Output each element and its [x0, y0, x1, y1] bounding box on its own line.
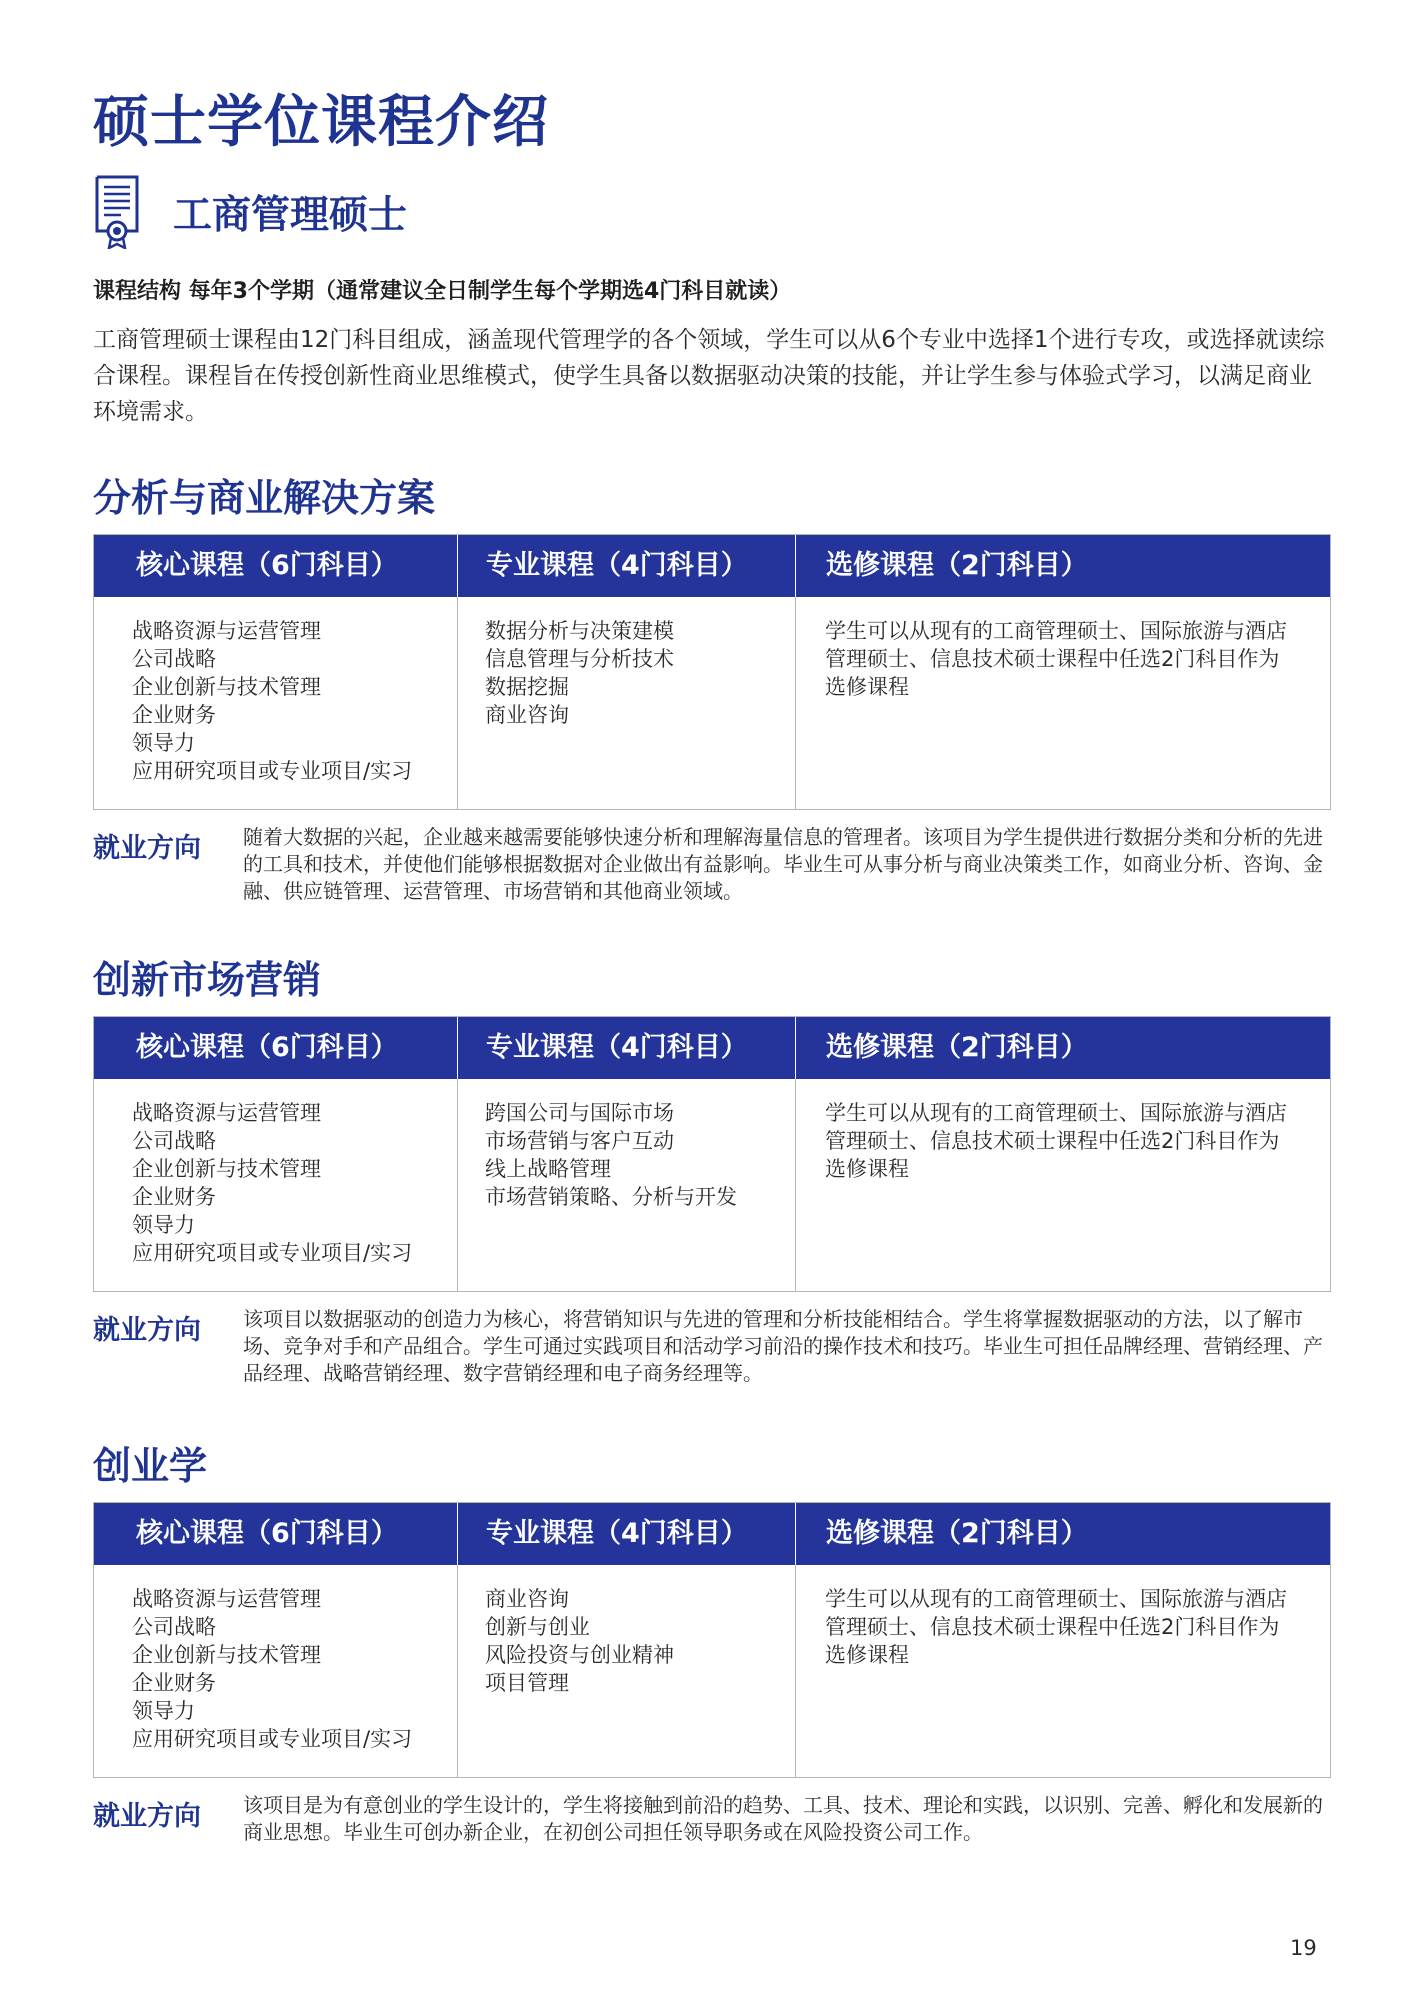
course-table — [93, 1016, 1331, 1292]
header-core: 核心课程（6门科目） — [136, 550, 398, 581]
header-specialist: 专业课程（4门科目） — [486, 550, 748, 581]
core-course-list — [132, 617, 412, 785]
specialist-course-list — [485, 1585, 674, 1697]
list-item: 战略资源与运营管理 — [132, 1587, 321, 1611]
header-specialist: 专业课程（4门科目） — [486, 1518, 748, 1549]
list-item: 市场营销与客户互动 — [485, 1129, 674, 1153]
list-item: 战略资源与运营管理 — [132, 1101, 321, 1125]
degree-heading — [93, 172, 407, 252]
header-divider — [457, 535, 458, 597]
list-item: 创新与创业 — [485, 1615, 590, 1639]
page-title: 硕士学位课程介绍 — [93, 90, 549, 155]
header-divider — [457, 1017, 458, 1079]
list-item: 公司战略 — [132, 1615, 216, 1639]
degree-title: 工商管理硕士 — [173, 193, 408, 238]
career-text: 随着大数据的兴起，企业越来越需要能够快速分析和理解海量信息的管理者。该项目为学生提供进行数据分类和分析的先进的工具和技术，并使他们能够根据数据对企业做出有益影响。毕业生可从事分析与商业决策类工作，如商业分析、咨询、金融、供应链管理、运营管理、市场营销和其他商业领域。 — [243, 825, 1323, 903]
list-item: 公司战略 — [132, 647, 216, 671]
core-course-list — [132, 1585, 412, 1753]
career-label: 就业方向 — [93, 1801, 201, 1832]
list-item: 线上战略管理 — [485, 1157, 611, 1181]
list-item: 应用研究项目或专业项目/实习 — [132, 759, 413, 783]
list-item: 商业咨询 — [485, 703, 569, 727]
page-number: 19 — [1290, 1936, 1317, 1960]
course-table — [93, 534, 1331, 810]
specialist-course-list — [485, 1099, 737, 1211]
elective-text: 学生可以从现有的工商管理硕士、国际旅游与酒店管理硕士、信息技术硕士课程中任选2门科目作为选修课程 — [825, 1587, 1287, 1667]
list-item: 商业咨询 — [485, 1587, 569, 1611]
course-table — [93, 1502, 1331, 1778]
header-divider — [795, 1017, 796, 1079]
career-text: 该项目以数据驱动的创造力为核心，将营销知识与先进的管理和分析技能相结合。学生将掌握数据驱动的方法，以了解市场、竞争对手和产品组合。学生可通过实践项目和活动学习前沿的操作技术和技巧。毕业生可担任品牌经理、营销经理、产品经理、战略营销经理、数字营销经理和电子商务经理等。 — [243, 1307, 1323, 1385]
list-item: 数据分析与决策建模 — [485, 619, 674, 643]
career-label: 就业方向 — [93, 833, 201, 864]
table-header — [94, 1503, 1330, 1565]
list-item: 公司战略 — [132, 1129, 216, 1153]
header-divider — [457, 1503, 458, 1565]
list-item: 信息管理与分析技术 — [485, 647, 674, 671]
list-item: 应用研究项目或专业项目/实习 — [132, 1727, 413, 1751]
core-course-list — [132, 1099, 412, 1267]
list-item: 企业财务 — [132, 1671, 216, 1695]
section-entrepreneurship — [93, 1438, 1333, 1844]
specialist-course-list — [485, 617, 674, 729]
section-marketing — [93, 952, 1333, 1385]
list-item: 领导力 — [132, 1699, 195, 1723]
career-label: 就业方向 — [93, 1315, 201, 1346]
list-item: 企业创新与技术管理 — [132, 1643, 321, 1667]
career-block — [93, 824, 1333, 908]
list-item: 领导力 — [132, 1213, 195, 1237]
list-item: 企业财务 — [132, 1185, 216, 1209]
header-core: 核心课程（6门科目） — [136, 1518, 398, 1549]
certificate-icon — [93, 175, 141, 249]
list-item: 战略资源与运营管理 — [132, 619, 321, 643]
header-specialist: 专业课程（4门科目） — [486, 1032, 748, 1063]
section-title: 创新市场营销 — [93, 958, 322, 1002]
list-item: 应用研究项目或专业项目/实习 — [132, 1241, 413, 1265]
table-header — [94, 1017, 1330, 1079]
career-text: 该项目是为有意创业的学生设计的，学生将接触到前沿的趋势、工具、技术、理论和实践，以识别、完善、孵化和发展新的商业思想。毕业生可创办新企业，在初创公司担任领导职务或在风险投资公司工作。 — [243, 1793, 1323, 1844]
career-block — [93, 1306, 1333, 1390]
header-elective: 选修课程（2门科目） — [826, 1032, 1088, 1063]
list-item: 领导力 — [132, 731, 195, 755]
header-elective: 选修课程（2门科目） — [826, 550, 1088, 581]
list-item: 项目管理 — [485, 1671, 569, 1695]
course-structure: 课程结构 每年3个学期（通常建议全日制学生每个学期选4门科目就读） — [93, 279, 792, 304]
header-divider — [795, 535, 796, 597]
section-analytics — [93, 470, 1333, 903]
list-item: 市场营销策略、分析与开发 — [485, 1185, 737, 1209]
list-item: 企业财务 — [132, 703, 216, 727]
list-item: 数据挖掘 — [485, 675, 569, 699]
header-divider — [795, 1503, 796, 1565]
elective-text: 学生可以从现有的工商管理硕士、国际旅游与酒店管理硕士、信息技术硕士课程中任选2门科目作为选修课程 — [825, 1101, 1287, 1181]
section-title: 创业学 — [93, 1444, 208, 1488]
list-item: 风险投资与创业精神 — [485, 1643, 674, 1667]
header-core: 核心课程（6门科目） — [136, 1032, 398, 1063]
program-intro: 工商管理硕士课程由12门科目组成，涵盖现代管理学的各个领域，学生可以从6个专业中选择1个进行专攻，或选择就读综合课程。课程旨在传授创新性商业思维模式，使学生具备以数据驱动决策的技能，并让学生参与体验式学习，以满足商业环境需求。 — [93, 327, 1325, 425]
table-header — [94, 535, 1330, 597]
list-item: 企业创新与技术管理 — [132, 675, 321, 699]
header-elective: 选修课程（2门科目） — [826, 1518, 1088, 1549]
list-item: 跨国公司与国际市场 — [485, 1101, 674, 1125]
list-item: 企业创新与技术管理 — [132, 1157, 321, 1181]
elective-text: 学生可以从现有的工商管理硕士、国际旅游与酒店管理硕士、信息技术硕士课程中任选2门科目作为选修课程 — [825, 619, 1287, 699]
career-block — [93, 1792, 1333, 1876]
section-title: 分析与商业解决方案 — [93, 476, 436, 520]
